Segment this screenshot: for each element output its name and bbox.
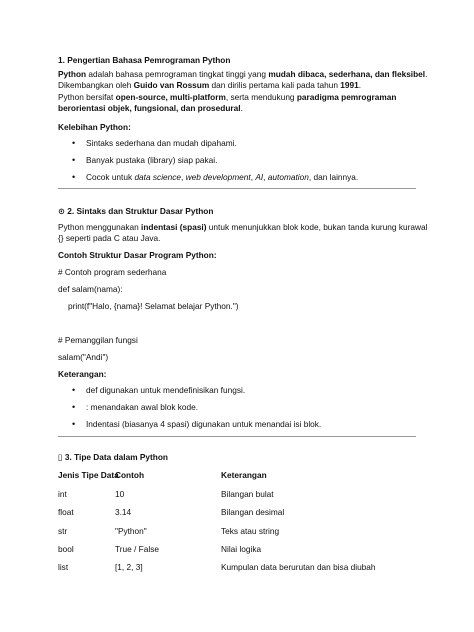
list-item-text [86, 402, 198, 413]
section-3-title: ▯ 3. Tipe Data dalam Python [58, 452, 168, 462]
bold-text: berorientasi objek, fungsional, dan prosedural [58, 103, 241, 114]
table-cell: int [58, 489, 67, 499]
text-run: {} seperti pada C atau Java. [58, 233, 161, 244]
text-run: . [425, 69, 428, 79]
para-line [58, 222, 427, 233]
text-run: , [181, 172, 186, 182]
italic-text: web development [185, 172, 251, 182]
text-run: , [263, 172, 268, 182]
text-run: Cocok untuk [86, 172, 135, 182]
text-run: : menandakan awal blok kode. [86, 402, 199, 412]
code-line: def salam(nama): [58, 284, 123, 294]
text-run: , serta mendukung [225, 91, 297, 102]
text-run: . [358, 80, 362, 91]
para-line [58, 103, 427, 114]
table-cell: Kumpulan data berurutan dan bisa diubah [221, 562, 376, 572]
para-line [58, 80, 427, 91]
text-run: Python menggunakan [58, 222, 142, 232]
italic-text: data science [134, 172, 182, 182]
bold-text: Python [58, 69, 87, 79]
table-cell: "Python" [115, 526, 147, 536]
table-cell: 3.14 [115, 507, 132, 517]
text-run: . [240, 103, 243, 114]
table-cell: 10 [115, 489, 125, 499]
bold-text: indentasi (spasi) [141, 222, 207, 232]
section-2-paragraph [58, 222, 427, 245]
table-cell: float [58, 507, 74, 517]
text-run: Sintaks sederhana dan mudah dipahami. [86, 138, 237, 148]
bold-text: mudah dibaca, sederhana, dan fleksibel [268, 69, 426, 79]
para-line [58, 92, 427, 103]
list-item-text [86, 419, 321, 430]
bold-text: Guido van Rossum [133, 80, 210, 91]
bullet-icon: • [72, 385, 76, 395]
table-header-cell: Jenis Tipe Data [58, 470, 119, 480]
para-line [58, 233, 427, 244]
para-line [58, 69, 427, 80]
table-cell: Bilangan desimal [221, 507, 285, 517]
text-run: dan dirilis pertama kali pada tahun [209, 80, 341, 91]
text-run: Dikembangkan oleh [58, 80, 134, 91]
text-run: , [250, 172, 256, 182]
italic-text: AI [255, 172, 264, 182]
table-cell: [1, 2, 3] [115, 562, 143, 572]
table-cell: Nilai logika [221, 544, 262, 554]
bullet-icon: • [72, 172, 76, 182]
section-1-title: 1. Pengertian Bahasa Pemrograman Python [58, 55, 231, 65]
table-cell: str [58, 526, 68, 536]
table-cell: True / False [115, 544, 159, 554]
bullet-icon: • [72, 402, 76, 412]
list-item-text [86, 385, 245, 396]
keterangan-heading: Keterangan: [58, 369, 107, 379]
bold-text: paradigma pemrograman [296, 91, 397, 102]
section-divider [58, 436, 416, 437]
bullet-icon: • [72, 138, 76, 148]
code-line: # Contoh program sederhana [58, 267, 167, 277]
table-cell: list [58, 562, 69, 572]
text-run: Indentasi (biasanya 4 spasi) digunakan untuk menandai isi blok. [86, 419, 322, 429]
bullet-icon: • [72, 419, 76, 429]
text-run: , dan lainnya. [308, 172, 359, 182]
text-run: adalah bahasa pemrograman tingkat tinggi yang [86, 69, 269, 79]
list-item-text [86, 172, 358, 183]
section-1-paragraph [58, 69, 427, 115]
bullet-icon: • [72, 155, 76, 165]
section-divider [58, 188, 416, 189]
text-run: Python bersifat [58, 91, 116, 102]
italic-text: automation [267, 172, 309, 182]
code-line: print(f"Halo, {nama}! Selamat belajar Python.") [68, 301, 239, 311]
table-header-cell: Keterangan [221, 470, 267, 480]
text-run: untuk menunjukkan blok kode, bukan tanda kurung kurawal [206, 222, 428, 232]
list-item-text [86, 138, 237, 149]
text-run: def digunakan untuk mendefinisikan fungsi. [86, 385, 246, 395]
table-cell: Bilangan bulat [221, 489, 274, 499]
table-cell: Teks atau string [221, 526, 280, 536]
table-cell: bool [58, 544, 74, 554]
code-line: salam("Andi") [58, 352, 109, 362]
contoh-heading: Contoh Struktur Dasar Program Python: [58, 250, 217, 260]
bold-text: 1991 [340, 80, 359, 91]
text-run: Banyak pustaka (library) siap pakai. [86, 155, 218, 165]
list-item-text [86, 155, 217, 166]
table-header-cell: Contoh [115, 470, 145, 480]
section-2-title: ⊙ 2. Sintaks dan Struktur Dasar Python [58, 206, 214, 216]
bold-text: open-source, multi-platform [115, 91, 226, 102]
kelebihan-heading: Kelebihan Python: [58, 122, 131, 132]
code-line: # Pemanggilan fungsi [58, 335, 138, 345]
